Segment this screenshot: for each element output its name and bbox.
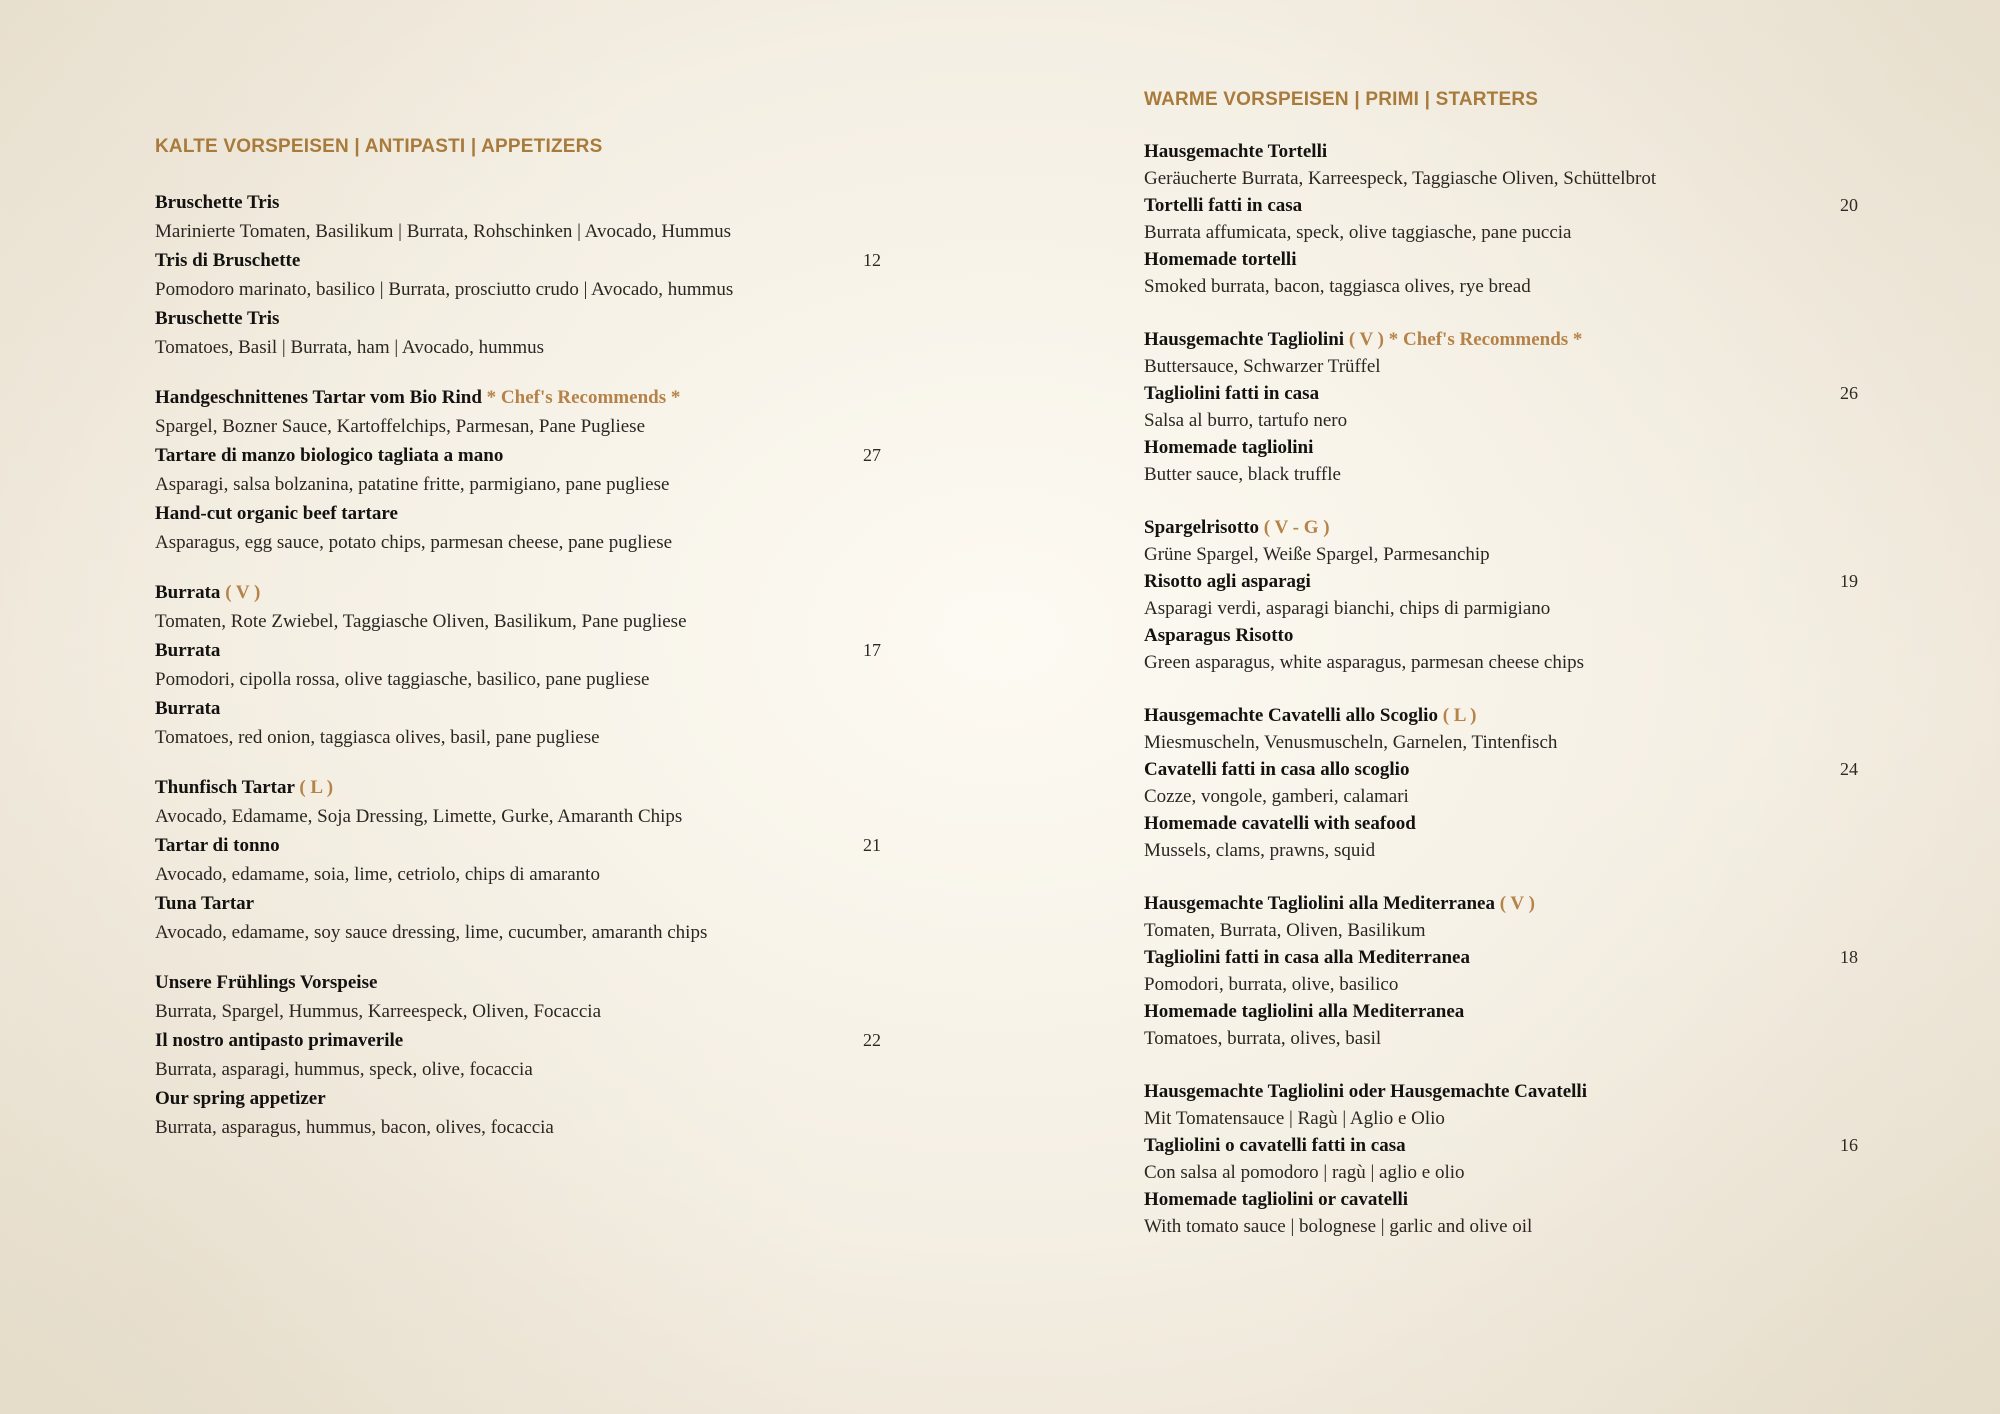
dish-name-en: Hand-cut organic beef tartare (155, 503, 398, 524)
dish-name-de: Thunfisch Tartar (155, 777, 295, 798)
dish-description-it: Pomodori, burrata, olive, basilico (1144, 974, 1399, 995)
dish-price: 21 (863, 835, 881, 855)
menu-item (155, 968, 881, 1142)
dish-price: 27 (863, 445, 881, 465)
dish-description-en: Tomatoes, red onion, taggiasca olives, basil, pane pugliese (155, 727, 600, 748)
dish-description-it: Pomodoro marinato, basilico | Burrata, prosciutto crudo | Avocado, hummus (155, 279, 734, 300)
dish-name-de-line (155, 188, 875, 217)
dish-name-de-line (155, 578, 875, 607)
dish-name-de: Hausgemachte Tagliolini (1144, 329, 1345, 350)
dish-description-en: Green asparagus, white asparagus, parmesan cheese chips (1144, 652, 1584, 673)
dish-name-en: Homemade cavatelli with seafood (1144, 813, 1416, 834)
dish-description-it: Avocado, edamame, soia, lime, cetriolo, chips di amaranto (155, 864, 600, 885)
dish-name-it: Tagliolini fatti in casa alla Mediterranea (1144, 947, 1470, 968)
dish-description-it: Salsa al burro, tartufo nero (1144, 410, 1348, 431)
menu-item (1144, 514, 1858, 676)
dish-name-it: Il nostro antipasto primaverile (155, 1030, 404, 1051)
dish-name-it: Tortelli fatti in casa (1144, 195, 1303, 216)
dish-description-de: Tomaten, Burrata, Oliven, Basilikum (1144, 920, 1426, 941)
menu-item (1144, 1078, 1858, 1240)
dish-description-de: Geräucherte Burrata, Karreespeck, Taggiasche Oliven, Schüttelbrot (1144, 168, 1657, 189)
dish-description-en: Tomatoes, Basil | Burrata, ham | Avocado, hummus (155, 337, 545, 358)
dish-name-de-line (1144, 138, 1854, 165)
dish-name-de-line (155, 773, 875, 802)
dish-price: 19 (1840, 571, 1858, 591)
dish-description-it: Cozze, vongole, gamberi, calamari (1144, 786, 1409, 807)
dish-price: 12 (863, 250, 881, 270)
dish-price: 20 (1840, 195, 1858, 215)
dish-name-de: Hausgemachte Tagliolini alla Mediterranea (1144, 893, 1495, 914)
dish-name-en: Bruschette Tris (155, 308, 280, 329)
dish-name-de-line (1144, 890, 1854, 917)
dish-name-de-line (1144, 326, 1854, 353)
dish-name-it: Tartare di manzo biologico tagliata a mano (155, 445, 504, 466)
dish-name-en: Tuna Tartar (155, 893, 255, 914)
dish-name-de-line (155, 383, 875, 412)
dish-price: 26 (1840, 383, 1858, 403)
menu-item-list (155, 188, 881, 1142)
dish-name-en: Our spring appetizer (155, 1088, 326, 1109)
dish-price: 16 (1840, 1135, 1858, 1155)
menu-item (1144, 890, 1858, 1052)
dish-description-it: Asparagi, salsa bolzanina, patatine fritte, parmigiano, pane pugliese (155, 474, 670, 495)
dish-name-en: Homemade tagliolini (1144, 437, 1314, 458)
dish-description-it: Burrata affumicata, speck, olive taggiasche, pane puccia (1144, 222, 1572, 243)
dish-description-en: Tomatoes, burrata, olives, basil (1144, 1028, 1382, 1049)
dish-tag: ( V ) (225, 582, 261, 603)
dish-tag: ( V ) (1499, 893, 1535, 914)
dish-name-en: Homemade tortelli (1144, 249, 1297, 270)
menu-item (155, 188, 881, 362)
dish-description-de: Grüne Spargel, Weiße Spargel, Parmesanchip (1144, 544, 1490, 565)
menu-item (155, 578, 881, 752)
dish-description-en: Avocado, edamame, soy sauce dressing, lime, cucumber, amaranth chips (155, 922, 708, 943)
dish-name-it: Tartar di tonno (155, 835, 280, 856)
menu-item-list (1144, 138, 1858, 1240)
dish-name-de: Spargelrisotto (1144, 517, 1260, 538)
dish-name-de-line (155, 968, 875, 997)
dish-description-de: Burrata, Spargel, Hummus, Karreespeck, Oliven, Focaccia (155, 1001, 601, 1022)
dish-name-en: Homemade tagliolini or cavatelli (1144, 1189, 1409, 1210)
dish-tag: ( V - G ) (1263, 517, 1330, 538)
menu-item (155, 383, 881, 557)
dish-name-de: Hausgemachte Tagliolini oder Hausgemachte Cavatelli (1144, 1081, 1587, 1102)
dish-description-it: Con salsa al pomodoro | ragù | aglio e olio (1144, 1162, 1465, 1183)
dish-name-de: Burrata (155, 582, 221, 603)
dish-tag: ( L ) (299, 777, 334, 798)
dish-name-en: Asparagus Risotto (1144, 625, 1294, 646)
dish-description-en: Asparagus, egg sauce, potato chips, parmesan cheese, pane pugliese (155, 532, 673, 553)
dish-tag: ( L ) (1442, 705, 1477, 726)
dish-description-de: Miesmuscheln, Venusmuscheln, Garnelen, Tintenfisch (1144, 732, 1558, 753)
section-title: WARME VORSPEISEN | PRIMI | STARTERS (1144, 89, 1539, 110)
dish-description-de: Tomaten, Rote Zwiebel, Taggiasche Oliven, Basilikum, Pane pugliese (155, 611, 687, 632)
dish-tag: * Chef's Recommends * (486, 387, 681, 408)
dish-description-de: Buttersauce, Schwarzer Trüffel (1144, 356, 1381, 377)
dish-name-de: Handgeschnittenes Tartar vom Bio Rind (155, 387, 482, 408)
dish-price: 24 (1840, 759, 1858, 779)
warm-starters-section (1144, 88, 1858, 1266)
dish-description-it: Burrata, asparagi, hummus, speck, olive, focaccia (155, 1059, 533, 1080)
dish-name-it: Burrata (155, 640, 221, 661)
menu-item (1144, 138, 1858, 300)
dish-name-de-line (1144, 514, 1854, 541)
dish-name-en: Homemade tagliolini alla Mediterranea (1144, 1001, 1465, 1022)
dish-description-de: Mit Tomatensauce | Ragù | Aglio e Olio (1144, 1108, 1445, 1129)
dish-description-en: With tomato sauce | bolognese | garlic and olive oil (1144, 1216, 1533, 1237)
dish-name-de: Hausgemachte Tortelli (1144, 141, 1328, 162)
dish-name-it: Tagliolini fatti in casa (1144, 383, 1320, 404)
dish-name-it: Risotto agli asparagi (1144, 571, 1311, 592)
dish-name-de: Bruschette Tris (155, 192, 280, 213)
section-title: KALTE VORSPEISEN | ANTIPASTI | APPETIZERS (155, 136, 603, 157)
dish-price: 17 (863, 640, 881, 660)
dish-name-it: Tagliolini o cavatelli fatti in casa (1144, 1135, 1406, 1156)
dish-description-it: Pomodori, cipolla rossa, olive taggiasche, basilico, pane pugliese (155, 669, 650, 690)
dish-description-en: Burrata, asparagus, hummus, bacon, olives, focaccia (155, 1117, 554, 1138)
dish-description-en: Mussels, clams, prawns, squid (1144, 840, 1376, 861)
dish-description-de: Spargel, Bozner Sauce, Kartoffelchips, Parmesan, Pane Pugliese (155, 416, 646, 437)
dish-description-de: Avocado, Edamame, Soja Dressing, Limette, Gurke, Amaranth Chips (155, 806, 683, 827)
dish-description-it: Asparagi verdi, asparagi bianchi, chips di parmigiano (1144, 598, 1551, 619)
dish-name-it: Tris di Bruschette (155, 250, 301, 271)
dish-name-it: Cavatelli fatti in casa allo scoglio (1144, 759, 1410, 780)
right-page (1000, 0, 2000, 1414)
dish-name-de: Unsere Frühlings Vorspeise (155, 972, 378, 993)
dish-name-en: Burrata (155, 698, 221, 719)
cold-appetizers-section (155, 135, 881, 1163)
dish-description-en: Butter sauce, black truffle (1144, 464, 1341, 485)
dish-name-de: Hausgemachte Cavatelli allo Scoglio (1144, 705, 1438, 726)
menu-item (155, 773, 881, 947)
dish-name-de-line (1144, 702, 1854, 729)
dish-price: 22 (863, 1030, 881, 1050)
dish-description-de: Marinierte Tomaten, Basilikum | Burrata, Rohschinken | Avocado, Hummus (155, 221, 732, 242)
dish-description-en: Smoked burrata, bacon, taggiasca olives, rye bread (1144, 276, 1531, 297)
dish-name-de-line (1144, 1078, 1854, 1105)
dish-price: 18 (1840, 947, 1858, 967)
dish-tag: ( V ) * Chef's Recommends * (1348, 329, 1583, 350)
menu-item (1144, 702, 1858, 864)
menu-item (1144, 326, 1858, 488)
